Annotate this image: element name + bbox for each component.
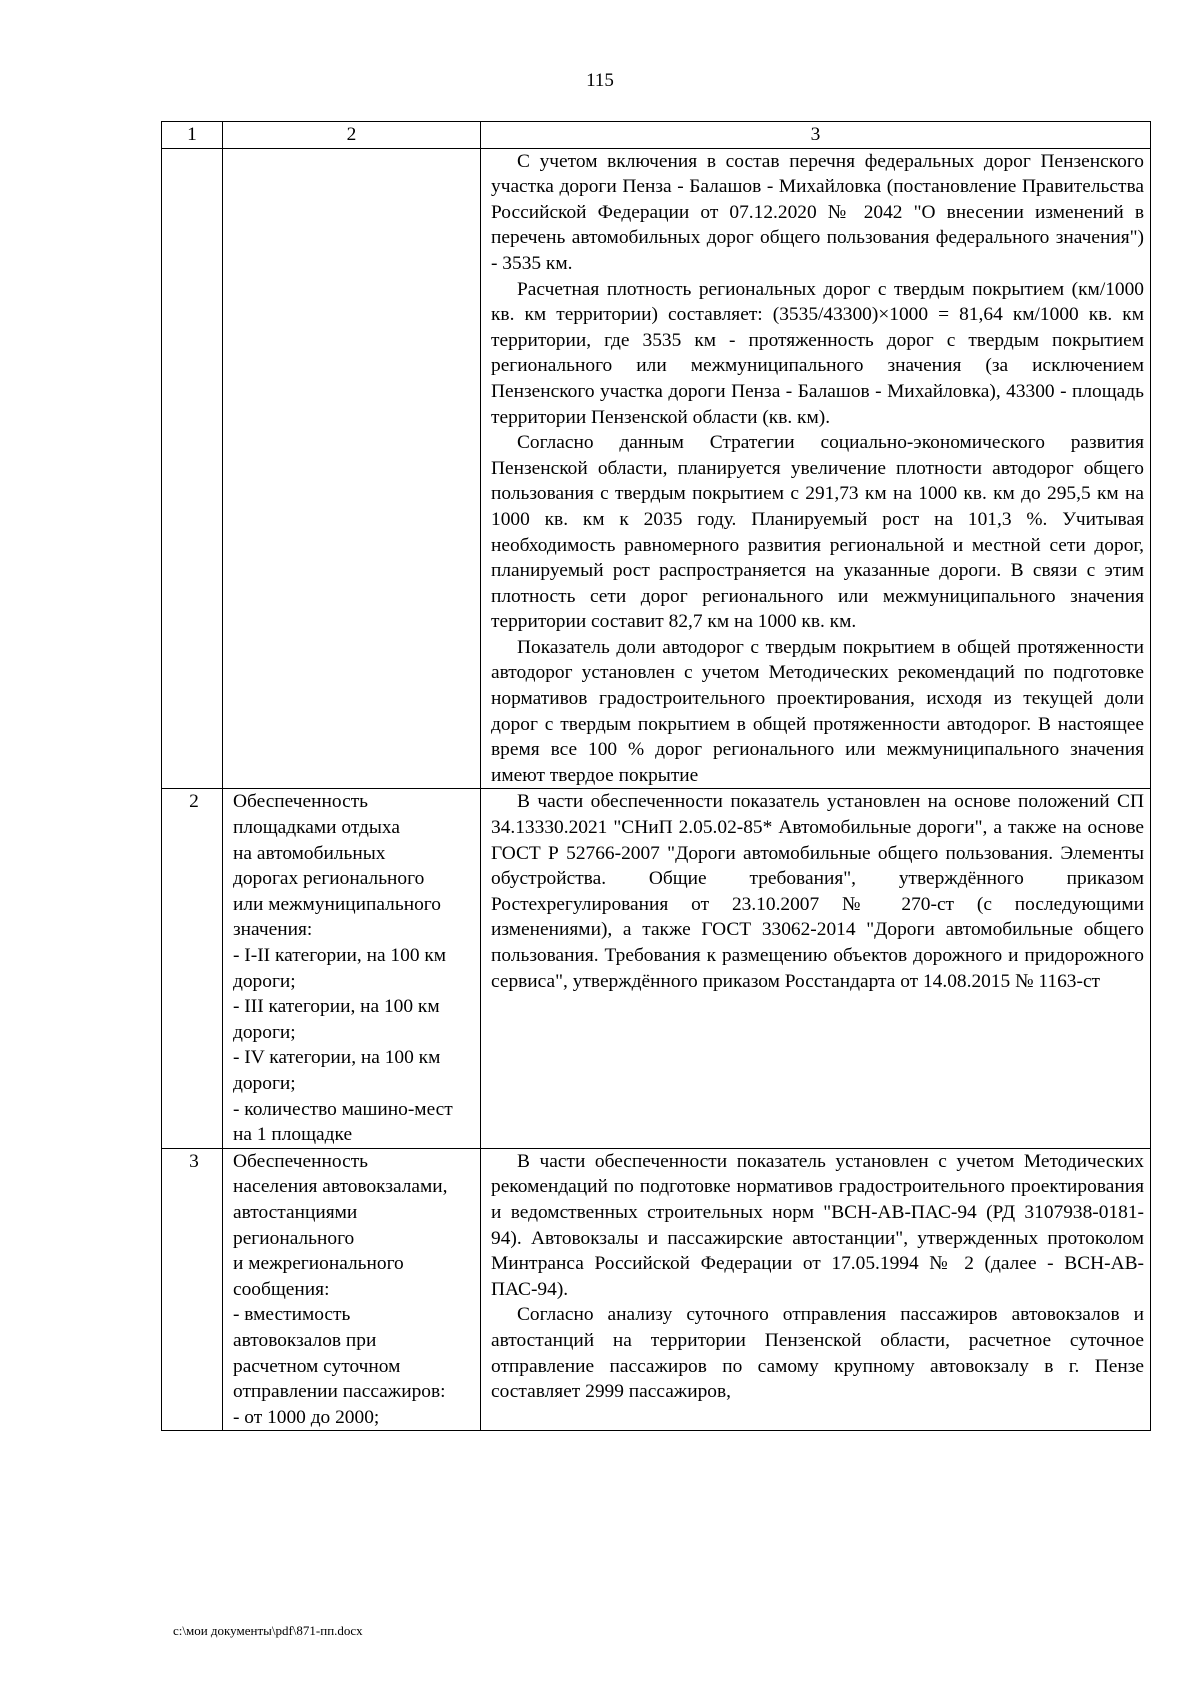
row-number: 3 [162,1148,223,1431]
column-header-3: 3 [481,122,1151,149]
indicator-name-line: регионального [233,1227,355,1249]
column-header-1: 1 [162,122,223,149]
indicator-name-line: населения автовокзалами, [233,1176,448,1198]
indicator-name-line: отправлении пассажиров: [233,1381,446,1403]
justification-paragraph: В части обеспеченности показатель установлен с учетом Методических рекомендаций по подготовке нормативов градостроительного проектирования и ведомственных строительных норм "ВСН-АВ-ПАС-94 (РД 3107938-0181-94). Автовокзалы и пассажирские автостанции", утвержденных протоколом Минтранса Российской Федерации от 17.05.1994 № 2 (далее - ВСН-АВ-ПАС-94). [491,1150,1144,1300]
indicator-name-cell [223,789,481,1148]
justification-paragraph: В части обеспеченности показатель установлен на основе положений СП 34.13330.2021 "СНиП 2.05.02-85* Автомобильные дороги", а также на основе ГОСТ Р 52766-2007 "Дороги автомобильные общего пользования. Элементы обустройства. Общие требования", утверждённого приказом Ростехрегулирования от 23.10.2007 № 270-ст (с последующими изменениями), а также ГОСТ 33062-2014 "Дороги автомобильные общего пользования. Требования к размещению объектов дорожного и придорожного сервиса", утверждённого приказом Росстандарта от 14.08.2015 № 1163-ст [491,791,1144,992]
indicator-name-line: на автомобильных [233,842,386,864]
indicator-name-line: или межмуниципального [233,893,441,915]
column-header-2: 2 [223,122,481,149]
indicator-name-cell [223,148,481,789]
document-table [161,121,1151,1431]
indicator-name-line: дорогах регионального [233,868,425,890]
justification-cell [481,148,1151,789]
indicator-name-line: площадками отдыха [233,817,400,839]
table-body [162,148,1151,1431]
file-path-footer: c:\мои документы\pdf\871-пп.docx [173,1623,363,1638]
indicator-name-line: дороги; [233,970,296,992]
indicator-name-line: значения: [233,919,313,941]
indicator-name-line: на 1 площадке [233,1124,353,1146]
indicator-name-line: - вместимость [233,1304,351,1326]
justification-cell [481,1148,1151,1431]
row-number: 2 [162,789,223,1148]
justification-cell [481,789,1151,1148]
indicator-name-line: - количество машино-мест [233,1098,453,1120]
indicator-name-line: автостанциями [233,1201,358,1223]
indicator-name-line: - от 1000 до 2000; [233,1406,380,1428]
indicator-name-line: Обеспеченность [233,1150,369,1172]
justification-paragraph: Показатель доли автодорог с твердым покрытием в общей протяженности автодорог установлен с учетом Методических рекомендаций по подготовке нормативов градостроительного проектирования, исходя из текущей доли дорог с твердым покрытием в общей протяженности автодорог. В настоящее время все 100 % дорог регионального или межмуниципального значения имеют твердое покрытие [491,636,1144,786]
indicator-name-cell [223,1148,481,1431]
indicator-name-line: сообщения: [233,1278,330,1300]
indicator-name-line: дороги; [233,1072,296,1094]
indicator-name-line: расчетном суточном [233,1355,401,1377]
indicator-name-line: и межрегионального [233,1253,404,1275]
justification-paragraph: Согласно анализу суточного отправления пассажиров автовокзалов и автостанций на территории Пензенской области, расчетное суточное отправление пассажиров по самому крупному автовокзалу в г. Пензе составляет 2999 пассажиров, [491,1304,1144,1403]
justification-paragraph: Расчетная плотность региональных дорог с твердым покрытием (км/1000 кв. км территории) составляет: (3535/43300)×1000 = 81,64 км/1000 кв. км территории, где 3535 км - протяженность дорог с твердым покрытием регионального или межмуниципального значения (за исключением Пензенского участка дороги Пенза - Балашов - Михайловка), 43300 - площадь территории Пензенской области (кв. км). [491,278,1144,428]
table-row [162,148,1151,789]
indicator-name-line: автовокзалов при [233,1329,377,1351]
justification-paragraph: С учетом включения в состав перечня федеральных дорог Пензенского участка дороги Пенза - Балашов - Михайловка (постановление Правительства Российской Федерации от 07.12.2020 № 2042 "О внесении изменений в перечень автомобильных дорог общего пользования федерального значения") - 3535 км. [491,150,1144,274]
indicator-name-line: - III категории, на 100 км [233,996,440,1018]
table-header-row [162,122,1151,149]
table-row [162,1148,1151,1431]
indicator-name-line: - I-II категории, на 100 км [233,945,447,966]
table-row [162,789,1151,1148]
indicator-name-line: Обеспеченность [233,791,369,813]
indicator-name-line: дороги; [233,1021,296,1043]
justification-paragraph: Согласно данным Стратегии социально-экономического развития Пензенской области, планируется увеличение плотности автодорог общего пользования с твердым покрытием с 291,73 км на 1000 кв. км до 295,5 км на 1000 кв. км к 2035 году. Планируемый рост на 101,3 %. Учитывая необходимость равномерного развития региональной и местной сети дорог, планируемый рост распространяется на указанные дороги. В связи с этим плотность сети дорог регионального или межмуниципального значения территории составит 82,7 км на 1000 кв. км. [491,432,1144,633]
page-number: 115 [586,70,614,91]
row-number [162,148,223,789]
indicator-name-line: - IV категории, на 100 км [233,1047,441,1069]
